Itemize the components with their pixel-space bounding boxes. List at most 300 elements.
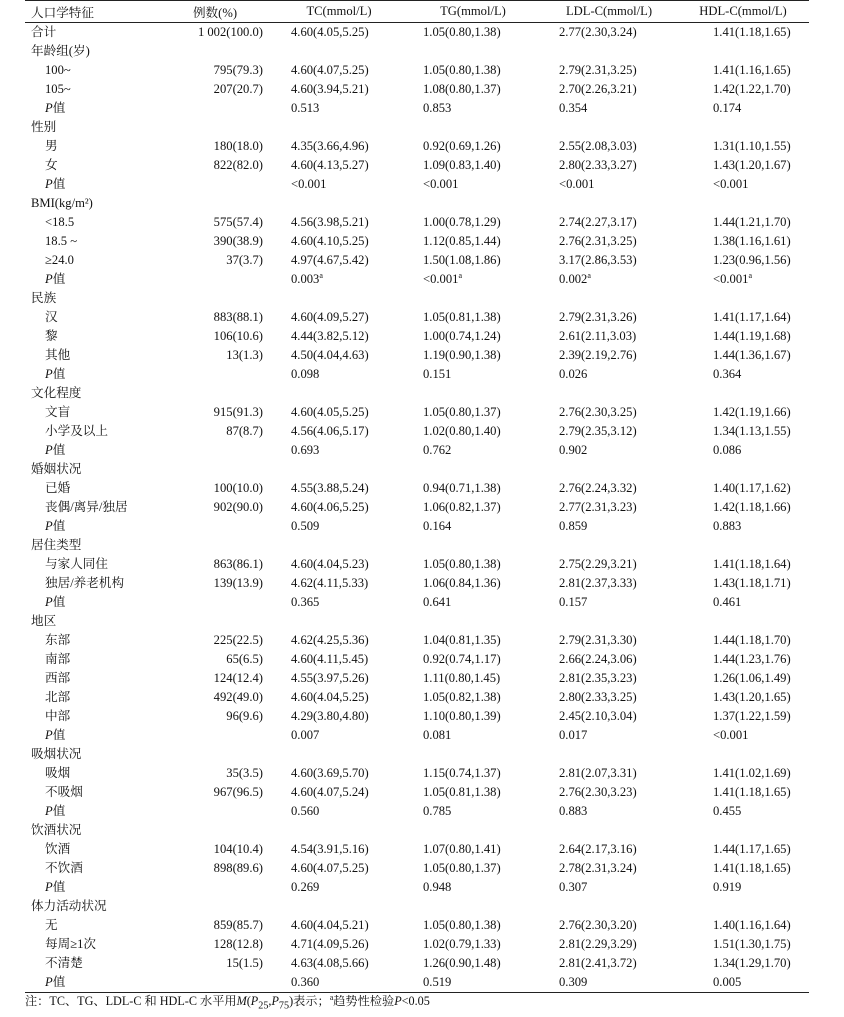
ldl-cell-value: <0.001 — [559, 177, 595, 191]
hdl-cell-value: 1.44(1.17,1.65) — [713, 842, 791, 856]
tc-cell-value: 4.60(3.69,5.70) — [291, 766, 369, 780]
hdl-cell-value: 1.41(1.16,1.65) — [713, 63, 791, 77]
tc-cell-value: 0.509 — [291, 519, 320, 533]
tg-cell-value: 1.05(0.80,1.38) — [423, 63, 501, 77]
p-symbol: P — [45, 728, 53, 742]
note-p75-sub: 75 — [278, 1000, 290, 1012]
hdl-cell-value: 1.26(1.06,1.49) — [713, 671, 791, 685]
tg-cell — [405, 308, 541, 327]
tg-cell — [405, 745, 541, 764]
tc-cell — [273, 118, 405, 137]
row-label-cell: 年龄组(岁) — [31, 44, 90, 58]
tc-cell — [273, 175, 405, 194]
hdl-cell — [677, 365, 809, 384]
hdl-cell — [677, 669, 809, 688]
hdl-cell-value: 1.38(1.16,1.61) — [713, 234, 791, 248]
ldl-cell — [541, 251, 677, 270]
count-cell: 124(12.4) — [213, 671, 263, 685]
p-label: 值 — [52, 101, 66, 115]
ldl-cell-value: 0.902 — [559, 443, 588, 457]
count-cell — [157, 384, 273, 403]
table-row — [25, 783, 809, 802]
tc-cell-value: 4.60(4.04,5.21) — [291, 918, 369, 932]
tc-cell-value: 0.365 — [291, 595, 320, 609]
count-cell — [157, 270, 273, 289]
tg-cell — [405, 954, 541, 973]
hdl-cell — [677, 859, 809, 878]
hdl-cell-value: 1.41(1.18,1.65) — [713, 861, 791, 875]
tg-cell — [405, 118, 541, 137]
table-row — [25, 61, 809, 80]
tc-cell-value: 4.60(4.04,5.23) — [291, 557, 369, 571]
note-trend-text: 趋势性检验 — [333, 994, 395, 1008]
tc-cell — [273, 802, 405, 821]
ldl-cell — [541, 289, 677, 308]
hdl-cell — [677, 232, 809, 251]
row-label-cell: 体力活动状况 — [31, 899, 107, 913]
hdl-cell-value: 0.364 — [713, 367, 742, 381]
ldl-cell-superscript: a — [587, 270, 591, 280]
hdl-cell-value: 1.44(1.36,1.67) — [713, 348, 791, 362]
header-hdl: HDL-C(mmol/L) — [677, 1, 809, 23]
hdl-cell — [677, 213, 809, 232]
count-cell: 863(86.1) — [213, 557, 263, 571]
count-cell — [157, 42, 273, 61]
hdl-cell-value: 1.43(1.20,1.67) — [713, 158, 791, 172]
tc-cell-value: 4.60(4.07,5.25) — [291, 63, 369, 77]
row-label-cell: 饮酒状况 — [31, 823, 82, 837]
ldl-cell-value: 3.17(2.86,3.53) — [559, 253, 637, 267]
hdl-cell-value: 1.42(1.18,1.66) — [713, 500, 791, 514]
tg-cell — [405, 859, 541, 878]
table-header — [25, 1, 809, 23]
row-label-cell: 无 — [45, 918, 58, 932]
tc-cell-value: 4.60(4.11,5.45) — [291, 652, 369, 666]
hdl-cell — [677, 878, 809, 897]
hdl-cell-value: 1.44(1.21,1.70) — [713, 215, 791, 229]
tc-cell — [273, 384, 405, 403]
ldl-cell — [541, 308, 677, 327]
count-cell: 915(91.3) — [213, 405, 263, 419]
tg-cell-value: 1.05(0.80,1.37) — [423, 861, 501, 875]
tc-cell-value: 4.55(3.97,5.26) — [291, 671, 369, 685]
hdl-cell — [677, 954, 809, 973]
count-cell: 822(82.0) — [213, 158, 263, 172]
count-cell: 795(79.3) — [213, 63, 263, 77]
count-cell: 15(1.5) — [226, 956, 263, 970]
hdl-cell — [677, 745, 809, 764]
count-cell: 859(85.7) — [213, 918, 263, 932]
tg-cell — [405, 441, 541, 460]
tg-cell — [405, 650, 541, 669]
count-cell — [157, 99, 273, 118]
p-symbol: P — [45, 975, 53, 989]
data-table — [25, 0, 809, 993]
row-label-cell: 黎 — [45, 329, 58, 343]
hdl-cell-value: 1.41(1.18,1.65) — [713, 785, 791, 799]
tc-cell — [273, 479, 405, 498]
tg-cell — [405, 593, 541, 612]
tg-cell — [405, 726, 541, 745]
row-label-cell: 不清楚 — [45, 956, 83, 970]
hdl-cell-value: 1.42(1.22,1.70) — [713, 82, 791, 96]
row-label-cell: 已婚 — [45, 481, 71, 495]
count-cell: 207(20.7) — [213, 82, 263, 96]
row-label-cell: 文化程度 — [31, 386, 82, 400]
tc-cell — [273, 859, 405, 878]
p-value-row — [25, 517, 809, 536]
p-value-row — [25, 175, 809, 194]
group-header-row — [25, 118, 809, 137]
ldl-cell — [541, 23, 677, 43]
tg-cell-value: 1.12(0.85,1.44) — [423, 234, 501, 248]
tg-cell-value: 1.50(1.08,1.86) — [423, 253, 501, 267]
ldl-cell — [541, 42, 677, 61]
hdl-cell — [677, 251, 809, 270]
tg-cell — [405, 612, 541, 631]
tg-cell — [405, 479, 541, 498]
ldl-cell — [541, 916, 677, 935]
tg-cell — [405, 23, 541, 43]
hdl-cell — [677, 897, 809, 916]
tc-cell-value: 4.60(4.10,5.25) — [291, 234, 369, 248]
tg-cell — [405, 764, 541, 783]
tg-cell-value: 0.151 — [423, 367, 452, 381]
count-cell — [157, 726, 273, 745]
row-label-cell: 北部 — [45, 690, 71, 704]
tc-cell — [273, 61, 405, 80]
hdl-cell-value: 0.455 — [713, 804, 742, 818]
tc-cell-value: 4.60(4.09,5.27) — [291, 310, 369, 324]
tc-cell-value: 0.269 — [291, 880, 320, 894]
p-value-row — [25, 99, 809, 118]
count-cell: 139(13.9) — [213, 576, 263, 590]
p-value-row — [25, 270, 809, 289]
count-cell — [157, 441, 273, 460]
tg-cell-value: 0.641 — [423, 595, 452, 609]
p-symbol: P — [45, 519, 53, 533]
row-label-cell — [25, 175, 157, 194]
tc-cell — [273, 327, 405, 346]
tc-cell — [273, 840, 405, 859]
table-row — [25, 688, 809, 707]
table-row — [25, 764, 809, 783]
tg-cell — [405, 194, 541, 213]
table-row — [25, 555, 809, 574]
ldl-cell-value: 2.64(2.17,3.16) — [559, 842, 637, 856]
table-row — [25, 574, 809, 593]
row-label-cell: 居住类型 — [31, 538, 82, 552]
tc-cell — [273, 954, 405, 973]
row-label-cell: 每周≥1次 — [45, 937, 96, 951]
tc-cell — [273, 973, 405, 993]
hdl-cell — [677, 707, 809, 726]
p-label: 值 — [52, 443, 66, 457]
hdl-cell-value: 1.44(1.19,1.68) — [713, 329, 791, 343]
note-threshold: <0.05 — [401, 994, 430, 1008]
tg-cell-value: <0.001 — [423, 272, 459, 286]
row-label-cell: 不饮酒 — [45, 861, 83, 875]
ldl-cell-value: 0.307 — [559, 880, 588, 894]
ldl-cell-value: 0.354 — [559, 101, 588, 115]
p-label: 值 — [52, 975, 66, 989]
tc-cell — [273, 878, 405, 897]
tg-cell-value: 1.05(0.80,1.38) — [423, 557, 501, 571]
ldl-cell — [541, 441, 677, 460]
hdl-cell-value: 1.41(1.02,1.69) — [713, 766, 791, 780]
row-label-cell: 18.5 ~ — [45, 234, 78, 248]
hdl-cell — [677, 99, 809, 118]
tc-cell-value: 4.60(4.04,5.25) — [291, 690, 369, 704]
total-row — [25, 23, 809, 43]
tg-cell-value: 0.081 — [423, 728, 452, 742]
ldl-cell — [541, 555, 677, 574]
tc-cell — [273, 289, 405, 308]
p-symbol: P — [45, 880, 53, 894]
hdl-cell — [677, 118, 809, 137]
hdl-cell — [677, 916, 809, 935]
count-cell: 883(88.1) — [213, 310, 263, 324]
ldl-cell — [541, 878, 677, 897]
count-cell — [157, 612, 273, 631]
hdl-cell — [677, 441, 809, 460]
tc-cell-value: 0.003 — [291, 272, 320, 286]
tg-cell — [405, 213, 541, 232]
row-label-cell: 105~ — [45, 82, 71, 96]
ldl-cell-value: 2.77(2.30,3.24) — [559, 25, 637, 39]
p-symbol: P — [45, 595, 53, 609]
tc-cell — [273, 441, 405, 460]
tg-cell-value: 1.00(0.78,1.29) — [423, 215, 501, 229]
count-cell — [157, 593, 273, 612]
header-characteristic: 人口学特征 — [25, 1, 157, 23]
ldl-cell — [541, 327, 677, 346]
note-p75: P — [271, 994, 279, 1008]
tc-cell — [273, 80, 405, 99]
tc-cell-value: <0.001 — [291, 177, 327, 191]
hdl-cell-value: 0.883 — [713, 519, 742, 533]
table-row — [25, 80, 809, 99]
tc-cell — [273, 745, 405, 764]
tg-cell — [405, 707, 541, 726]
tg-cell — [405, 821, 541, 840]
ldl-cell-value: 0.002 — [559, 272, 588, 286]
tc-cell — [273, 612, 405, 631]
hdl-cell — [677, 612, 809, 631]
ldl-cell — [541, 137, 677, 156]
hdl-cell — [677, 403, 809, 422]
tc-cell-value: 4.60(3.94,5.21) — [291, 82, 369, 96]
tc-cell — [273, 669, 405, 688]
tc-cell — [273, 498, 405, 517]
group-header-row — [25, 612, 809, 631]
tg-cell-value: 1.11(0.80,1.45) — [423, 671, 501, 685]
hdl-cell-superscript: a — [748, 270, 753, 280]
hdl-cell — [677, 346, 809, 365]
ldl-cell — [541, 840, 677, 859]
tc-cell-value: 4.54(3.91,5.16) — [291, 842, 369, 856]
table-row — [25, 137, 809, 156]
note-p25: P — [250, 994, 259, 1008]
tg-cell — [405, 669, 541, 688]
row-label-cell: ≥24.0 — [45, 253, 74, 267]
ldl-cell — [541, 213, 677, 232]
ldl-cell-value: 2.45(2.10,3.04) — [559, 709, 637, 723]
p-label: 值 — [52, 177, 66, 191]
table-row — [25, 308, 809, 327]
p-symbol: P — [45, 443, 53, 457]
tg-cell — [405, 783, 541, 802]
tg-cell-value: 1.05(0.80,1.38) — [423, 25, 501, 39]
count-cell — [157, 289, 273, 308]
tc-cell-value: 4.62(4.11,5.33) — [291, 576, 369, 590]
ldl-cell-value: 2.66(2.24,3.06) — [559, 652, 637, 666]
ldl-cell — [541, 859, 677, 878]
ldl-cell — [541, 99, 677, 118]
tc-cell-value: 0.360 — [291, 975, 320, 989]
hdl-cell-value: 0.086 — [713, 443, 742, 457]
ldl-cell — [541, 232, 677, 251]
hdl-cell-value: 0.174 — [713, 101, 742, 115]
group-header-row — [25, 897, 809, 916]
count-cell: 1 002(100.0) — [197, 25, 263, 39]
tg-cell-value: 1.07(0.80,1.41) — [423, 842, 501, 856]
ldl-cell-value: 2.70(2.26,3.21) — [559, 82, 637, 96]
hdl-cell-value: 1.23(0.96,1.56) — [713, 253, 791, 267]
ldl-cell-value: 2.74(2.27,3.17) — [559, 215, 637, 229]
tc-cell — [273, 764, 405, 783]
ldl-cell — [541, 631, 677, 650]
row-label-cell: 独居/养老机构 — [45, 576, 125, 590]
tg-cell-value: 1.19(0.90,1.38) — [423, 348, 501, 362]
tc-cell — [273, 517, 405, 536]
count-cell: 575(57.4) — [213, 215, 263, 229]
count-cell: 128(12.8) — [213, 937, 263, 951]
tc-cell — [273, 707, 405, 726]
p-label: 值 — [52, 804, 66, 818]
tg-cell — [405, 574, 541, 593]
tc-cell-value: 4.50(4.04,4.63) — [291, 348, 369, 362]
tg-cell — [405, 498, 541, 517]
tg-cell — [405, 460, 541, 479]
table-row — [25, 840, 809, 859]
table-row — [25, 346, 809, 365]
ldl-cell-value: 2.81(2.07,3.31) — [559, 766, 637, 780]
table-row — [25, 669, 809, 688]
count-cell: 104(10.4) — [213, 842, 263, 856]
row-label-cell — [25, 593, 157, 612]
tg-cell — [405, 346, 541, 365]
ldl-cell — [541, 118, 677, 137]
tc-cell-value: 4.29(3.80,4.80) — [291, 709, 369, 723]
table-row — [25, 403, 809, 422]
tg-cell — [405, 156, 541, 175]
row-label-cell — [25, 517, 157, 536]
tc-cell — [273, 270, 405, 289]
ldl-cell-value: 2.81(2.35,3.23) — [559, 671, 637, 685]
hdl-cell — [677, 270, 809, 289]
ldl-cell-value: 2.79(2.35,3.12) — [559, 424, 637, 438]
row-label-cell — [25, 802, 157, 821]
tg-cell-value: 1.10(0.80,1.39) — [423, 709, 501, 723]
ldl-cell-value: 0.859 — [559, 519, 588, 533]
tg-cell — [405, 270, 541, 289]
hdl-cell — [677, 973, 809, 993]
count-cell: 967(96.5) — [213, 785, 263, 799]
hdl-cell — [677, 935, 809, 954]
hdl-cell — [677, 802, 809, 821]
count-cell: 13(1.3) — [226, 348, 263, 362]
tc-cell — [273, 99, 405, 118]
tg-cell — [405, 61, 541, 80]
ldl-cell-value: 0.883 — [559, 804, 588, 818]
row-label-cell: 汉 — [45, 310, 58, 324]
hdl-cell-value: 0.461 — [713, 595, 742, 609]
ldl-cell-value: 2.76(2.24,3.32) — [559, 481, 637, 495]
hdl-cell-value: 0.005 — [713, 975, 742, 989]
group-header-row — [25, 289, 809, 308]
group-header-row — [25, 821, 809, 840]
header-ldl: LDL-C(mmol/L) — [541, 1, 677, 23]
tg-cell — [405, 99, 541, 118]
tg-cell — [405, 688, 541, 707]
row-label-cell: 西部 — [45, 671, 71, 685]
tg-cell — [405, 802, 541, 821]
tc-cell-value: 0.693 — [291, 443, 320, 457]
tg-cell — [405, 175, 541, 194]
ldl-cell — [541, 612, 677, 631]
p-value-row — [25, 802, 809, 821]
ldl-cell — [541, 650, 677, 669]
tc-cell-value: 4.55(3.88,5.24) — [291, 481, 369, 495]
table-row — [25, 232, 809, 251]
tg-cell-value: 1.26(0.90,1.48) — [423, 956, 501, 970]
tg-cell — [405, 42, 541, 61]
p-symbol: P — [45, 177, 53, 191]
table-footnote — [25, 993, 809, 1014]
tc-cell — [273, 783, 405, 802]
tg-cell-value: 0.92(0.69,1.26) — [423, 139, 501, 153]
count-cell — [157, 365, 273, 384]
hdl-cell — [677, 384, 809, 403]
ldl-cell — [541, 821, 677, 840]
tg-cell — [405, 935, 541, 954]
row-label-cell — [25, 973, 157, 993]
tc-cell-value: 4.60(4.07,5.25) — [291, 861, 369, 875]
tc-cell — [273, 251, 405, 270]
tc-cell-value: 4.60(4.05,5.25) — [291, 25, 369, 39]
p-value-row — [25, 441, 809, 460]
p-label: 值 — [52, 272, 66, 286]
count-cell: 65(6.5) — [226, 652, 263, 666]
p-value-row — [25, 593, 809, 612]
row-label-cell: 南部 — [45, 652, 71, 666]
count-cell: 35(3.5) — [226, 766, 263, 780]
row-label-cell — [25, 726, 157, 745]
p-label: 值 — [52, 728, 66, 742]
ldl-cell — [541, 80, 677, 99]
tg-cell-value: 1.02(0.79,1.33) — [423, 937, 501, 951]
p-symbol: P — [45, 101, 53, 115]
count-cell — [157, 517, 273, 536]
tg-cell-value: 1.15(0.74,1.37) — [423, 766, 501, 780]
hdl-cell-value: 1.34(1.29,1.70) — [713, 956, 791, 970]
hdl-cell-value: 1.31(1.10,1.55) — [713, 139, 791, 153]
row-label-cell — [25, 270, 157, 289]
count-cell — [157, 536, 273, 555]
tg-cell-value: 0.164 — [423, 519, 452, 533]
row-label-cell: 地区 — [31, 614, 57, 628]
